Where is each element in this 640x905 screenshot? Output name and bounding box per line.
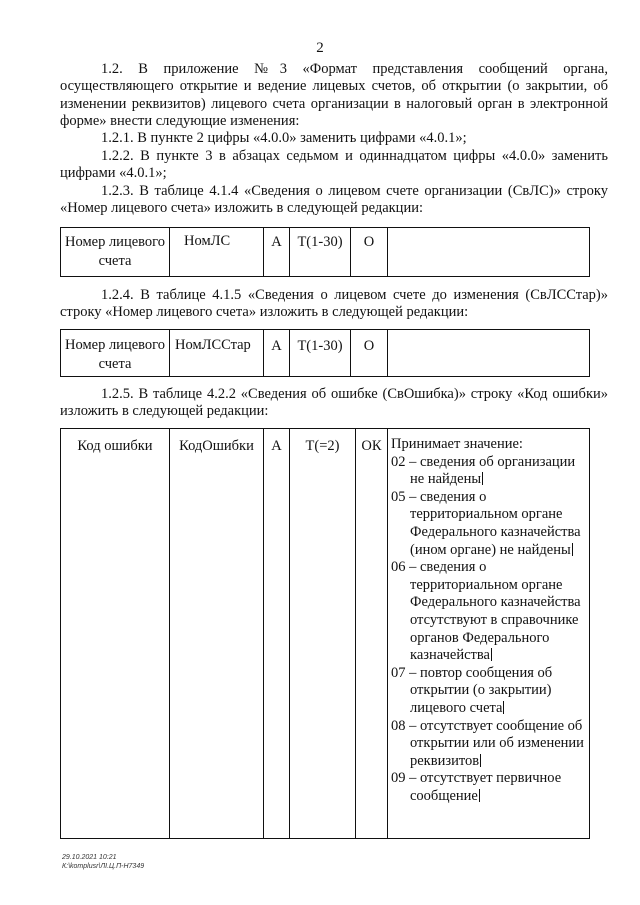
cell-attr: А <box>264 330 290 377</box>
table-account-number <box>60 227 590 277</box>
table-error-code <box>60 428 590 839</box>
cell-required: О <box>351 330 388 377</box>
page-number: 2 <box>316 40 324 56</box>
cell-type: Т(=2) <box>290 429 356 839</box>
paragraph-1-2-4: 1.2.4. В таблице 4.1.5 «Сведения о лицевом счете до изменения (СвЛССтар)» строку «Номер лицевого счета» изложить в следующей редакции: <box>60 287 608 321</box>
cell-note <box>388 330 590 377</box>
list-item: 09 – отсутствует первичное сообщение <box>391 770 562 804</box>
footer-file-ref: К:\komplusr\ЛI.Ц.П-Н7349 <box>62 863 145 870</box>
cell-attr: А <box>264 228 290 277</box>
paragraph-1-2-3: 1.2.3. В таблице 4.1.4 «Сведения о лицевом счете организации (СвЛС)» строку «Номер лицевого счета» изложить в следующей редакции: <box>60 183 608 217</box>
cell-note <box>388 429 590 839</box>
cell-tag: КодОшибки <box>170 429 264 839</box>
values-intro: Принимает значение: <box>391 436 523 452</box>
cell-required: ОК <box>356 429 388 839</box>
list-item: 02 – сведения об организации не найдены <box>391 453 576 488</box>
error-code-list <box>391 454 585 806</box>
cell-field-name: Код ошибки <box>61 429 170 839</box>
cell-attr: А <box>264 429 290 839</box>
paragraph-1-2-5: 1.2.5. В таблице 4.2.2 «Сведения об ошибке (СвОшибка)» строку «Код ошибки» изложить в следующей редакции: <box>60 386 608 420</box>
cell-type: Т(1-30) <box>290 228 351 277</box>
list-item: 05 – сведения о территориальном органе Федерального казначейства (ином органе) не найдены <box>391 488 581 558</box>
footer-date: 29.10.2021 10:21 <box>62 854 117 861</box>
list-item: 06 – сведения о территориальном органе Федерального казначейства отсутствуют в справочнике органов Федерального казначейства <box>391 559 581 664</box>
cell-tag: НомЛС <box>170 228 264 277</box>
cell-tag: НомЛССтар <box>170 330 264 377</box>
list-item: 07 – повтор сообщения об открытии (о закрытии) лицевого счета <box>391 664 553 716</box>
paragraph-1-2-1: 1.2.1. В пункте 2 цифры «4.0.0» заменить цифрами «4.0.1»; <box>101 130 467 146</box>
paragraph-1-2-2: 1.2.2. В пункте 3 в абзацах седьмом и одиннадцатом цифры «4.0.0» заменить цифрами «4.0.1»; <box>60 148 608 182</box>
paragraph-1-2: 1.2. В приложение №3 «Формат представления сообщений органа, осуществляющего открытие и ведение лицевых счетов, об открытии (о закрытии, об изменении реквизитов) лицевого счета организации в налоговый орган в электронной форме» внести следующие изменения: <box>60 61 608 130</box>
cell-note <box>388 228 590 277</box>
table-old-account-number <box>60 329 590 377</box>
cell-field-name: Номер лицевого счета <box>61 330 170 377</box>
cell-required: О <box>351 228 388 277</box>
list-item: 08 – отсутствует сообщение об открытии или об изменении реквизитов <box>391 717 584 769</box>
cell-type: Т(1-30) <box>290 330 351 377</box>
cell-field-name: Номер лицевого счета <box>61 228 170 277</box>
